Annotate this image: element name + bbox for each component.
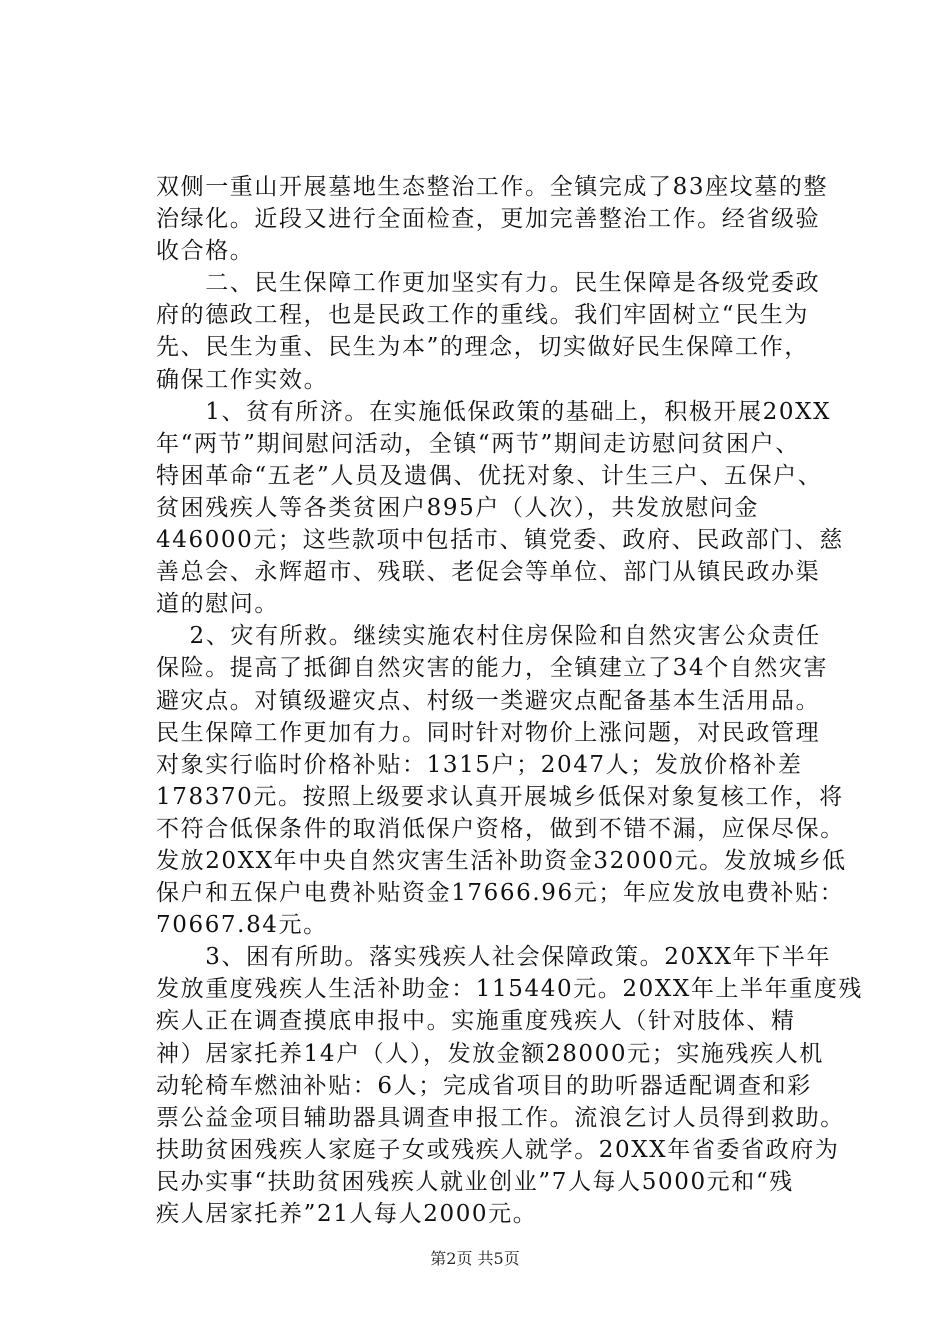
text-line: 1、贫有所济。在实施低保政策的基础上，积极开展20XX	[156, 398, 832, 425]
text-line: 收合格。	[156, 238, 255, 265]
text-line: 特困革命“五老”人员及遗偶、优抚对象、计生三户、五保户、	[156, 462, 823, 489]
text-line: 二、民生保障工作更加坚实有力。民生保障是各级党委政	[156, 270, 821, 297]
text-line: 府的德政工程，也是民政工作的重线。我们牢固树立“民生为	[156, 302, 809, 329]
text-line: 票公益金项目辅助器具调查申报工作。流浪乞讨人员得到救助。	[156, 1104, 845, 1131]
text-line: 保户和五保户电费补贴资金17666.96元；年应发放电费补贴：	[156, 880, 845, 907]
text-line: 动轮椅车燃油补贴：6人；完成省项目的助听器适配调查和彩	[156, 1072, 812, 1099]
text-line: 善总会、永辉超市、残联、老促会等单位、部门从镇民政办渠	[156, 559, 821, 586]
text-line: 确保工作实效。	[156, 366, 329, 393]
body-text	[156, 171, 864, 1230]
text-line: 对象实行临时价格补贴：1315户；2047人；发放价格补差	[156, 751, 803, 778]
text-line: 避灾点。对镇级避灾点、村级一类避灾点配备基本生活用品。	[156, 687, 821, 714]
text-line: 178370元。按照上级要求认真开展城乡低保对象复核工作，将	[156, 783, 844, 810]
text-line: 贫困残疾人等各类贫困户895户（人次），共发放慰问金	[156, 494, 759, 521]
text-line: 发放重度残疾人生活补助金：115440元。20XX年上半年重度残	[156, 976, 864, 1003]
text-line: 先、民生为重、民生为本”的理念，切实做好民生保障工作，	[156, 334, 809, 361]
text-line: 3、困有所助。落实残疾人社会保障政策。20XX年下半年	[156, 944, 832, 971]
text-line: 不符合低保条件的取消低保户资格，做到不错不漏，应保尽保。	[156, 815, 845, 842]
text-line: 疾人正在调查摸底申报中。实施重度残疾人（针对肢体、精	[156, 1008, 796, 1035]
text-line: 治绿化。近段又进行全面检查，更加完善整治工作。经省级验	[156, 206, 821, 233]
text-line: 保险。提高了抵御自然灾害的能力，全镇建立了34个自然灾害	[156, 655, 829, 682]
text-line: 民办实事“扶助贫困残疾人就业创业”7人每人5000元和“残	[156, 1168, 794, 1195]
text-line: 446000元；这些款项中包括市、镇党委、政府、民政部门、慈	[156, 527, 844, 554]
text-line: 神）居家托养14户（人），发放金额28000元；实施残疾人机	[156, 1040, 824, 1067]
text-line: 年“两节”期间慰问活动，全镇“两节”期间走访慰问贫困户、	[156, 430, 800, 457]
text-line: 道的慰问。	[156, 591, 279, 618]
text-line: 70667.84元。	[156, 912, 328, 939]
text-line: 疾人居家托养”21人每人2000元。	[156, 1201, 538, 1227]
text-line: 2、灾有所救。继续实施农村住房保险和自然灾害公众责任	[156, 623, 821, 650]
text-line: 发放20XX年中央自然灾害生活补助资金32000元。发放城乡低	[156, 847, 847, 874]
text-line: 双侧一重山开展墓地生态整治工作。全镇完成了83座坟墓的整	[156, 174, 829, 200]
text-line: 民生保障工作更加有力。同时针对物价上涨问题，对民政管理	[156, 719, 821, 746]
page-number-footer: 第2页 共5页	[430, 1249, 520, 1268]
text-line: 扶助贫困残疾人家庭子女或残疾人就学。20XX年省委省政府为	[156, 1136, 840, 1163]
